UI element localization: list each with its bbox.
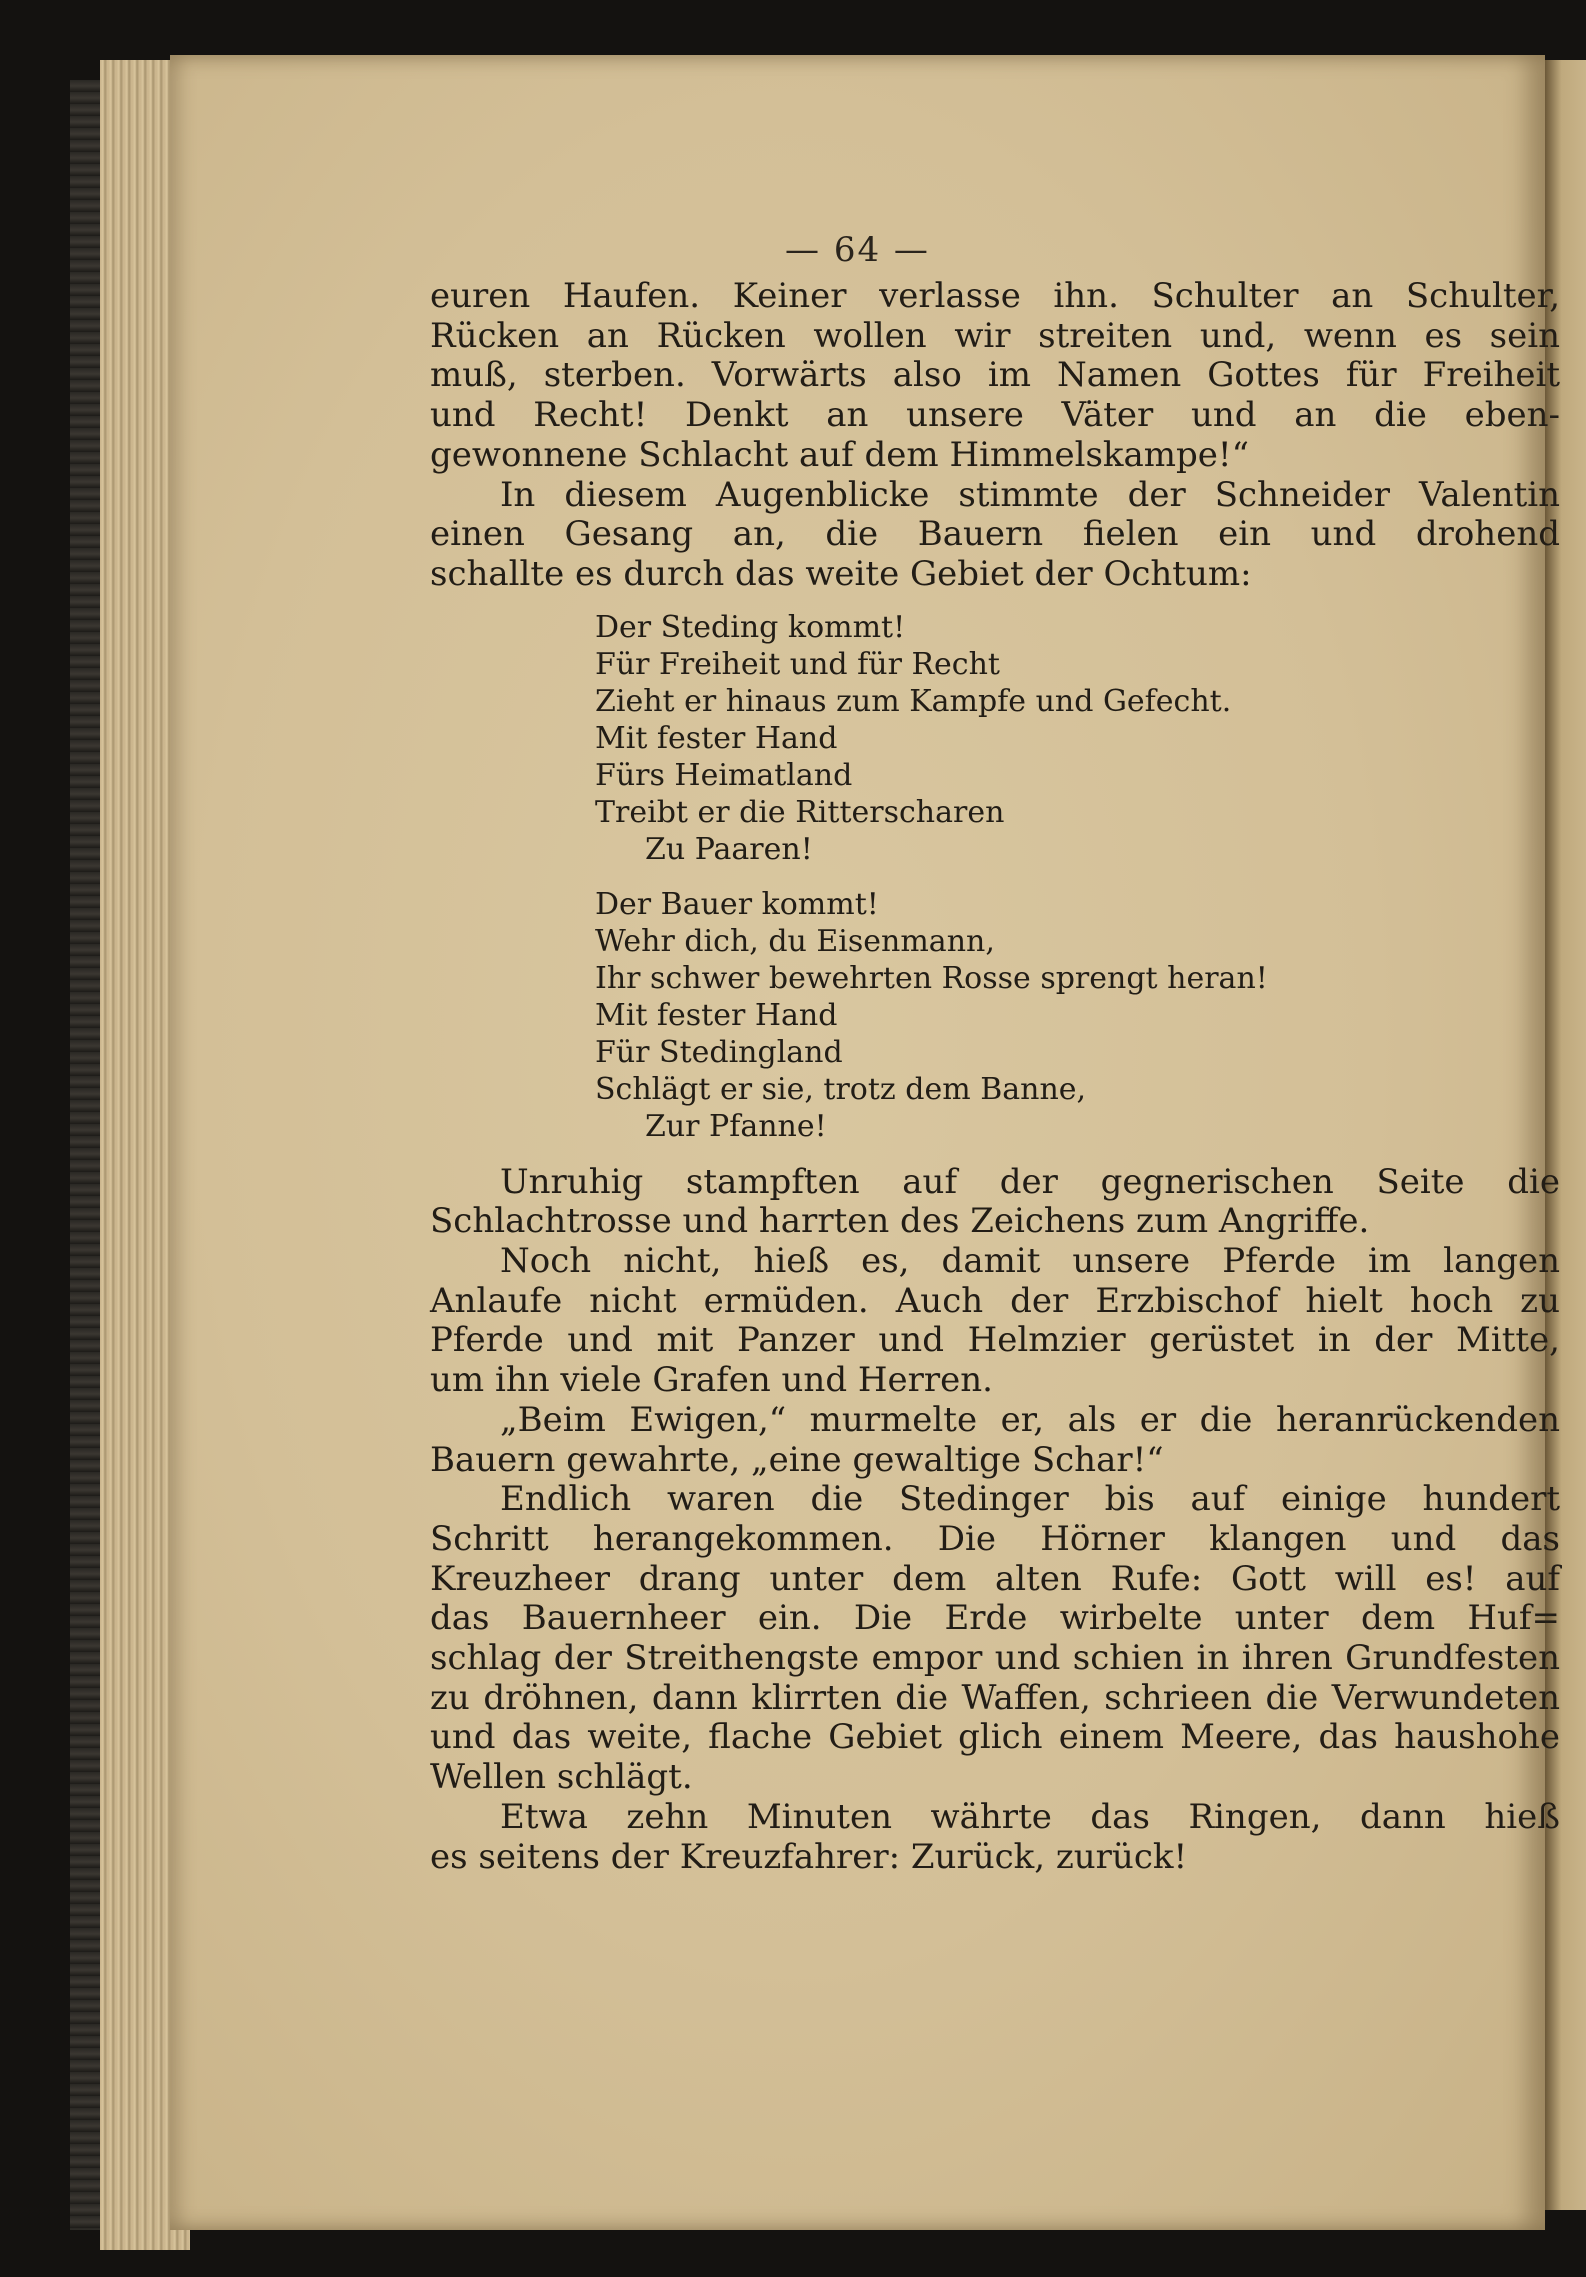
text-line: Bauern gewahrte, „eine gewaltige Schar!“	[430, 1439, 1164, 1480]
text-line: um ihn viele Grafen und Herren.	[430, 1360, 993, 1401]
text-line: Wellen schlägt.	[430, 1757, 693, 1798]
text-line: einen Gesang an, die Bauern fielen ein und drohend	[430, 514, 1560, 555]
book-page	[170, 55, 1560, 2230]
text-line: Pferde und mit Panzer und Helmzier gerüstet in der Mitte,	[430, 1320, 1560, 1361]
poem-line: Fürs Heimatland	[595, 757, 853, 793]
text-line: es seitens der Kreuzfahrer: Zurück, zurück!	[430, 1836, 1188, 1877]
poem-line: Ihr schwer bewehrten Rosse sprengt heran!	[595, 960, 1268, 996]
text-line: Noch nicht, hieß es, damit unsere Pferde im langen	[500, 1241, 1560, 1282]
text-line: euren Haufen. Keiner verlasse ihn. Schulter an Schulter,	[430, 276, 1560, 316]
poem-line: Zur Pfanne!	[645, 1108, 827, 1144]
text-line: Schritt herangekommen. Die Hörner klangen und das	[430, 1518, 1560, 1559]
text-line: Schlachtrosse und harrten des Zeichens zum Angriffe.	[430, 1201, 1370, 1242]
text-line: Unruhig stampften auf der gegnerischen Seite die	[500, 1161, 1560, 1202]
text-line: In diesem Augenblicke stimmte der Schneider Valentin	[500, 474, 1560, 515]
paragraph-5	[430, 1401, 1560, 1480]
poem-line: Mit fester Hand	[595, 997, 838, 1033]
poem-line: Schlägt er sie, trotz dem Banne,	[595, 1071, 1087, 1107]
poem-stanza-1	[595, 609, 1560, 868]
poem-line: Der Bauer kommt!	[595, 886, 879, 922]
page-text	[430, 277, 1560, 1877]
poem-stanza-2	[595, 886, 1560, 1145]
poem-line: Zu Paaren!	[645, 831, 813, 867]
text-line: Endlich waren die Stedinger bis auf einige hundert	[500, 1479, 1560, 1520]
text-line: Kreuzheer drang unter dem alten Rufe: Gott will es! auf	[430, 1558, 1560, 1599]
text-line: schallte es durch das weite Gebiet der Ochtum:	[430, 553, 1252, 594]
paragraph-7	[430, 1798, 1560, 1877]
paragraph-4	[430, 1242, 1560, 1401]
text-line: das Bauernheer ein. Die Erde wirbelte unter dem Huf=	[430, 1598, 1560, 1639]
text-line: gewonnene Schlacht auf dem Himmelskampe!“	[430, 434, 1249, 475]
poem-line: Treibt er die Ritterscharen	[595, 794, 1005, 830]
text-line: Anlaufe nicht ermüden. Auch der Erzbischof hielt hoch zu	[430, 1280, 1560, 1321]
text-line: muß, sterben. Vorwärts also im Namen Gottes für Freiheit	[430, 355, 1560, 396]
text-line: zu dröhnen, dann klirrten die Waffen, schrieen die Verwundeten	[430, 1677, 1560, 1718]
text-line: „Beim Ewigen,“ murmelte er, als er die heranrückenden	[500, 1399, 1560, 1440]
text-line: Etwa zehn Minuten währte das Ringen, dann hieß	[500, 1796, 1560, 1837]
poem-line: Der Steding kommt!	[595, 609, 906, 645]
poem-line: Mit fester Hand	[595, 720, 838, 756]
text-line: schlag der Streithengste empor und schien in ihren Grundfesten	[430, 1638, 1560, 1679]
poem-line: Für Freiheit und für Recht	[595, 646, 1000, 682]
paragraph-3	[430, 1163, 1560, 1242]
paragraph-1	[430, 277, 1560, 476]
text-line: Rücken an Rücken wollen wir streiten und, wenn es sein	[430, 315, 1560, 356]
paragraph-2	[430, 476, 1560, 595]
paragraph-6	[430, 1480, 1560, 1798]
poem-line: Für Stedingland	[595, 1034, 843, 1070]
poem-line: Wehr dich, du Eisenmann,	[595, 923, 995, 959]
song-poem	[595, 609, 1560, 1145]
page-number: — 64 —	[785, 230, 930, 270]
text-line: und das weite, flache Gebiet glich einem Meere, das haushohe	[430, 1717, 1560, 1758]
poem-line: Zieht er hinaus zum Kampfe und Gefecht.	[595, 683, 1232, 719]
text-line: und Recht! Denkt an unsere Väter und an die eben-	[430, 395, 1560, 436]
